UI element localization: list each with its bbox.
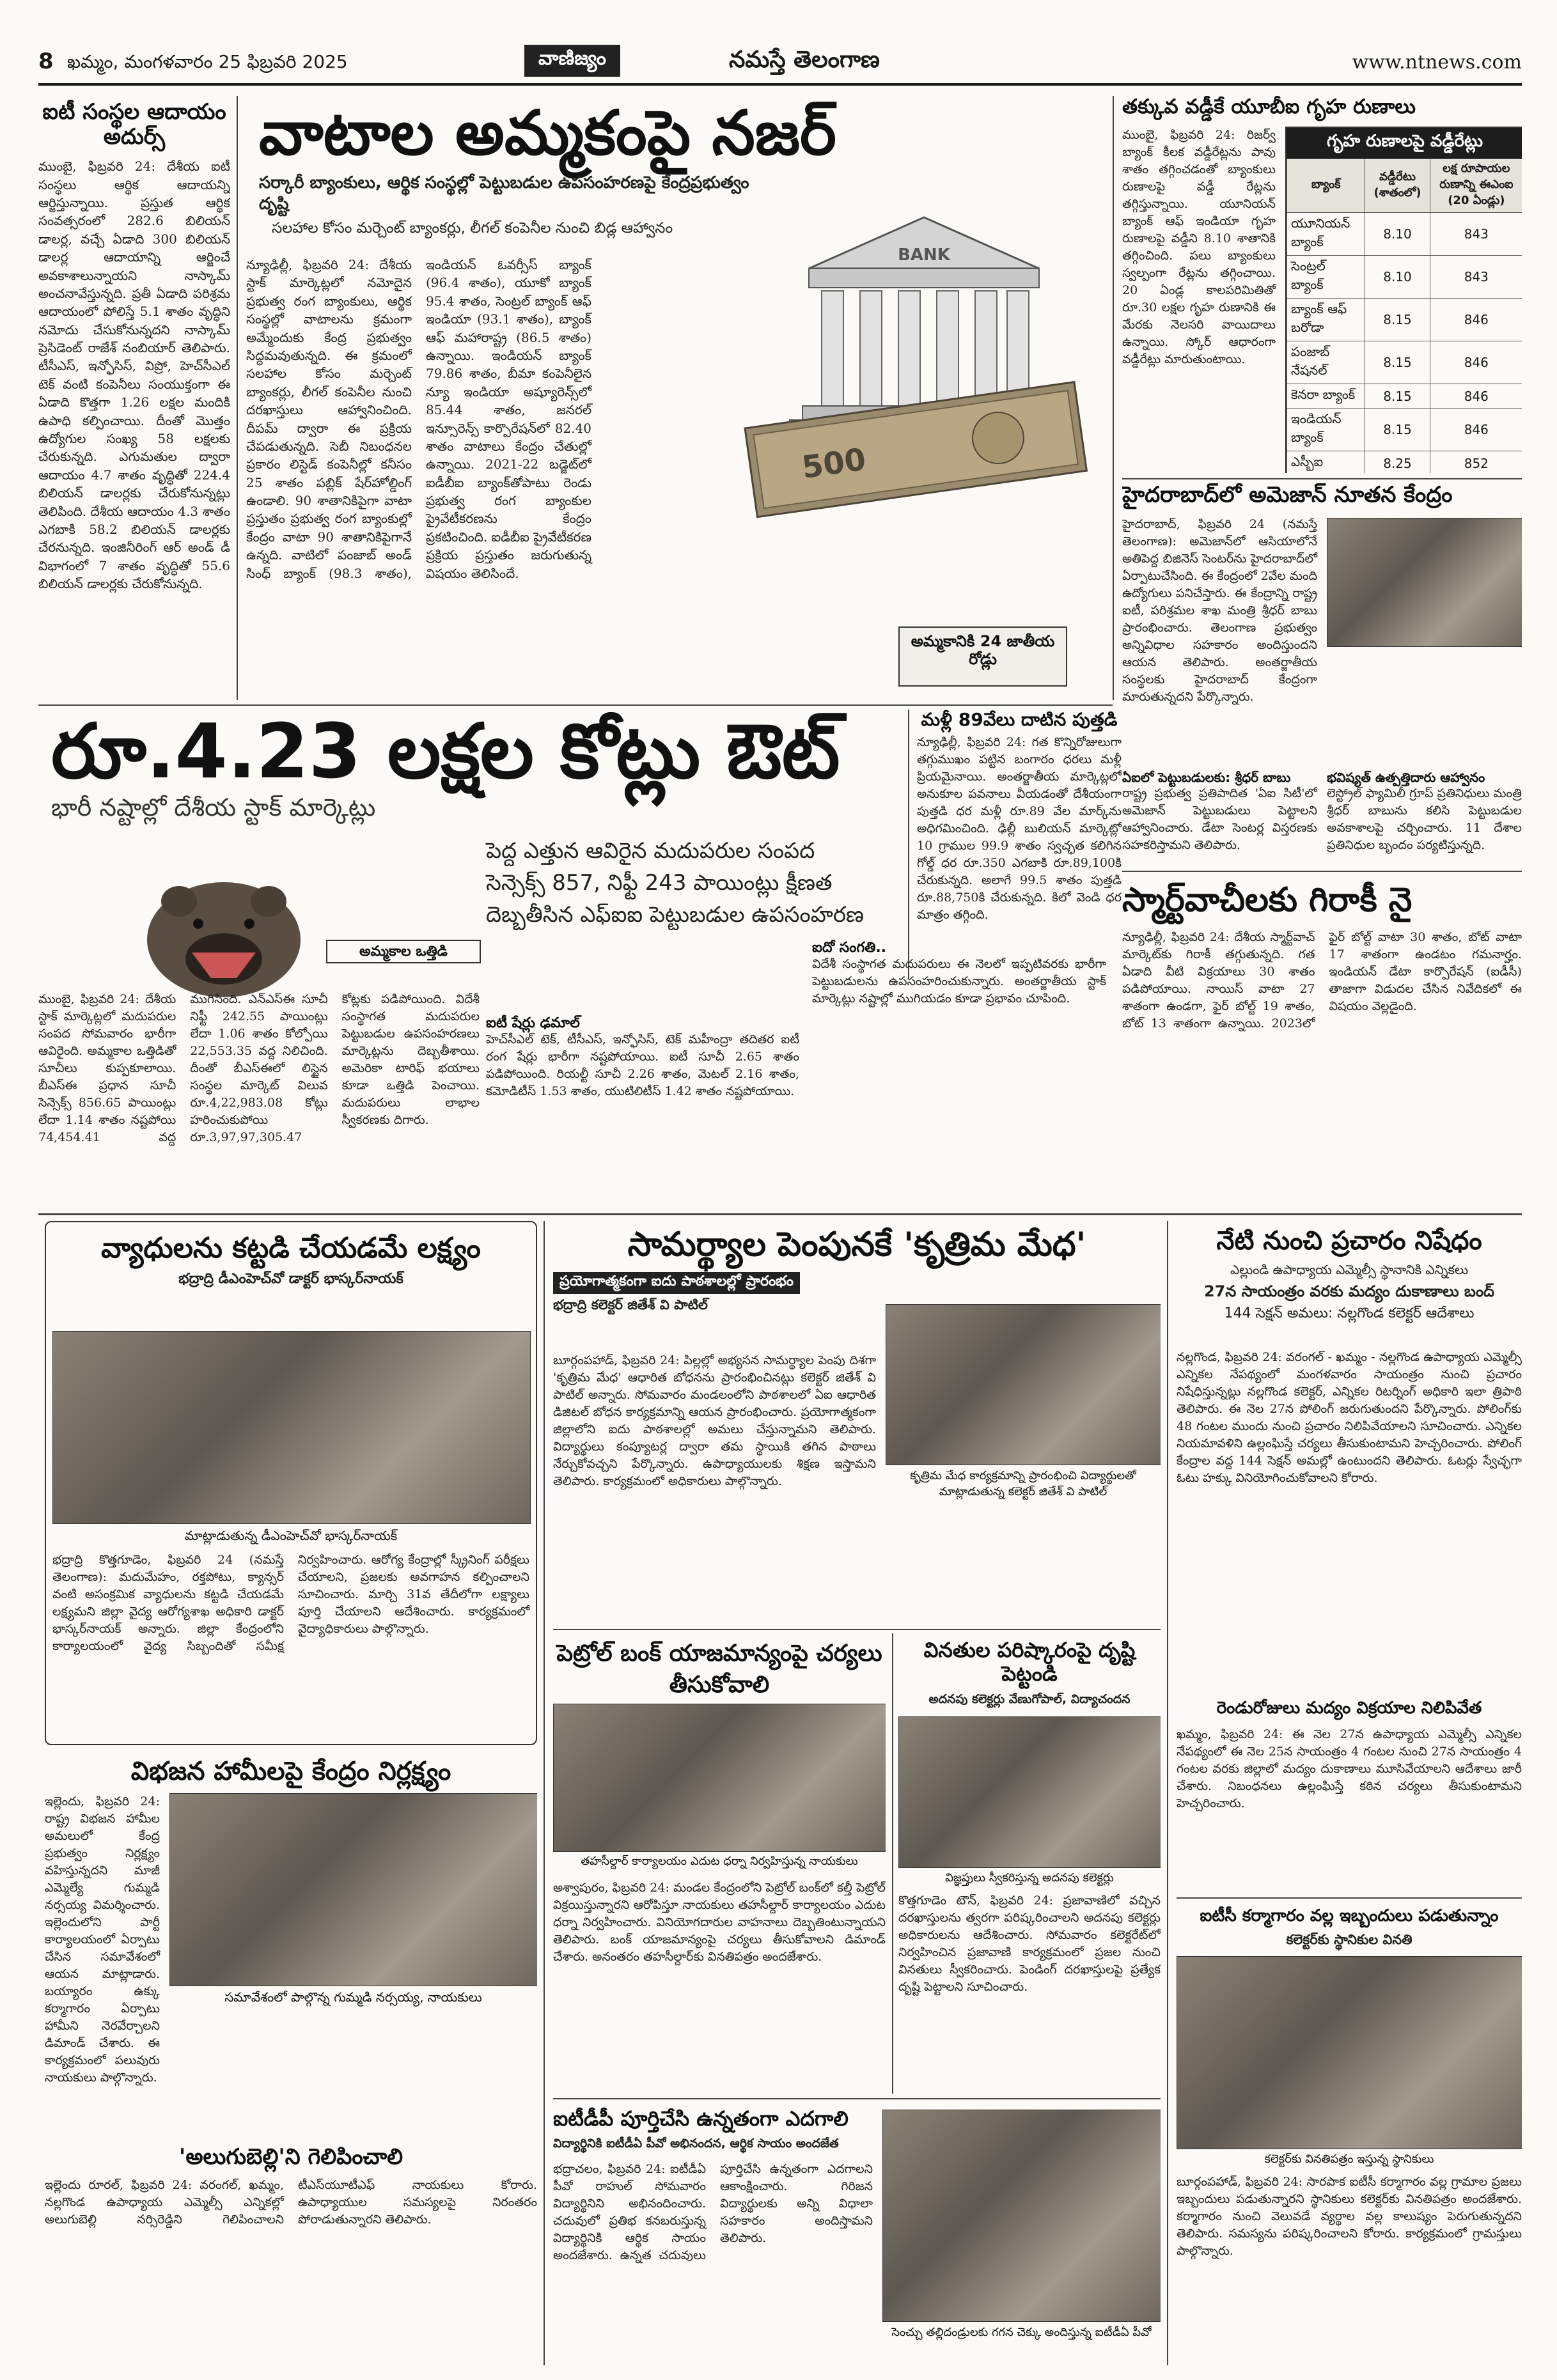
itdp-byline: విద్యార్థినికి ఐటీడీఏ పీవో అభినందన, ఆర్థిక సాయం అందజేత	[553, 2136, 839, 2151]
itc-kicker: కలెక్టర్‌కు స్థానికుల వినతి	[1286, 1931, 1412, 1947]
grievance-photo	[898, 1716, 1161, 1868]
itdp-photo	[882, 2110, 1161, 2322]
rates-cell-emi: 852	[1430, 451, 1522, 474]
disease-meeting-photo	[52, 1331, 531, 1524]
rates-cell-rate: 8.25	[1365, 451, 1430, 474]
bifurcation-story	[45, 1752, 537, 2365]
market-sub-fii: ఐదో సంగతి.. విదేశీ సంస్థాగత మదుపరులు ఈ నెలలో ఇప్పటివరకు భారీగా పెట్టుబడులను ఉపసంహరించుకున్నారు. అంతర్జాతీయ స్టాక్ మార్కెట్లు నష్టాల్లో ముగియడం కూడా ప్రభావం చూపింది.	[812, 940, 1106, 1006]
itdp-caption: సెంచ్చు తల్లిదండ్రులకు గగన చెక్కు అందిస్తున్న ఐటీడీఏ పీవో	[891, 2326, 1152, 2339]
rates-cell-emi: 843	[1430, 256, 1522, 299]
amazon-body: హైదరాబాద్, ఫిబ్రవరి 24 (నమస్తే తెలంగాణ): అమెజాన్‌లో ఆసియాలోనే అతిపెద్ద బిజినెస్ సెంటర్‌ను హైదరాబాద్‌లో ఏర్పాటుచేసింది. ఈ కేంద్రంలో 2వేల మంది ఉద్యోగులు పనిచేస్తారు. ఈ కేంద్రాన్ని రాష్ట్ర ఐటీ, పరిశ్రమల శాఖ మంత్రి శ్రీధర్ బాబు ప్రారంభించారు. తెలంగాణ ప్రభుత్వం అన్నివిధాల సహకారం అందిస్తుందని ఆయన తెలిపారు. అంతర్జాతీయ సంస్థలకు హైదరాబాద్ కేంద్రంగా మారుతున్నదని పేర్కొన్నారు.	[1122, 517, 1317, 704]
campaign-kicker-2: 27న సాయంత్రం వరకు మద్యం దుకాణాలు బంద్	[1203, 1282, 1494, 1300]
itc-photo	[1177, 1956, 1522, 2149]
selling-pressure-box: అమ్మకాల ఒత్తిడి	[326, 940, 481, 963]
disease-story	[45, 1221, 537, 1745]
issue-date: ఖమ్మం, మంగళవారం 25 ఫిబ్రవరి 2025	[67, 51, 348, 72]
gold-story	[908, 710, 1122, 978]
petrol-protest-photo	[553, 1704, 886, 1852]
disease-body: భద్రాద్రి కొత్తగూడెం, ఫిబ్రవరి 24 (నమస్తే తెలంగాణ): మదుమేహం, రక్తపోటు, క్యాన్సర్ వంటి అసంక్రమిక వ్యాధులను కట్టడి చేయడమే లక్ష్యమని జిల్లా వైద్య ఆరోగ్యశాఖ అధికారి డాక్టర్ భాస్కర్‌నాయక్ అన్నారు. జిల్లా కేంద్రంలోని కార్యాలయంలో వైద్య సిబ్బందితో సమీక్ష నిర్వహించారు. ఆరోగ్య కేంద్రాల్లో స్క్రీనింగ్ పరీక్షలు చేయాలని, ప్రజలకు అవగాహన కల్పించాలని సూచించారు. మార్చి 31వ తేదీలోగా లక్ష్యాలు పూర్తి చేయాలని ఆదేశించారు. కార్యక్రమంలో వైద్యాధికారులు పాల్గొన్నారు.	[52, 1553, 529, 1653]
rates-cell-bank: ఇండియన్ బ్యాంక్	[1287, 408, 1365, 451]
grievance-story	[898, 1633, 1161, 2094]
itdp-body: భద్రాచలం, ఫిబ్రవరి 24: ఐటీడీఏ పీవో రాహుల్ సోమవారం విద్యార్థినిని అభినందించారు. చదువులో ప్రతిభ కనబరుస్తున్న విద్యార్థినికి ఆర్థిక సాయం అందజేశారు. ఉన్నత చదువులు పూర్తిచేసి ఉన్నతంగా ఎదగాలని ఆకాంక్షించారు. గిరిజన విద్యార్థులకు అన్ని విధాలా సహకారం అందిస్తామని తెలిపారు.	[553, 2162, 873, 2262]
smartwatch-body: న్యూఢిల్లీ, ఫిబ్రవరి 24: దేశీయ స్మార్ట్‌వాచ్ మార్కెట్‌కు గిరాకీ తగ్గుతున్నది. గత ఏడాది వీటి విక్రయాలు 30 శాతం పడిపోయాయి. నాయిస్ వాటా 27 శాతంగా ఉండగా, ఫైర్ బోల్ట్ 19 శాతం, బోట్ 13 శాతంగా ఉన్నాయి. 2023లో ఫైర్ బోల్ట్ వాటా 30 శాతం, బోట్ వాటా 17 శాతంగా ఉండటం గమనార్హం. ఇండియన్ డేటా కార్పొరేషన్ (ఐడీసీ) తాజాగా విడుదల చేసిన నివేదికలో ఈ విషయం వెల్లడైంది.	[1122, 929, 1522, 1031]
disease-byline: భద్రాద్రి డీఎంహెచ్‌వో డాక్టర్ భాస్కర్‌నాయక్	[178, 1270, 403, 1287]
smartwatch-story	[1122, 879, 1522, 1208]
lead-body: న్యూఢిల్లీ, ఫిబ్రవరి 24: దేశీయ స్టాక్ మార్కెట్లలో నమోదైన ప్రభుత్వ రంగ బ్యాంకులు, ఆర్థిక సంస్థల్లో వాటాలను క్రమంగా అమ్మేందుకు కేంద్ర ప్రభుత్వం సిద్ధమవుతున్నది. ఈ క్రమంలో సలహాల కోసం మర్చెంట్ బ్యాంకర్లు, లీగల్ కంపెనీల నుంచి దరఖాస్తులు ఆహ్వానించింది. దీపమ్ ద్వారా ఈ ప్రక్రియ చేపడుతున్నది. సెబీ నిబంధనల ప్రకారం లిస్టెడ్ కంపెనీల్లో కనీసం 25 శాతం పబ్లిక్ షేర్‌హోల్డింగ్ ఉండాలి. 90 శాతానికిపైగా వాటా ప్రస్తుతం ప్రభుత్వ రంగ బ్యాంకుల్లో కేంద్రం వాటా 90 శాతానికిపైగానే ఉన్నది. వాటిలో పంజాబ్ అండ్ సింధ్ బ్యాంక్ (98.3 శాతం), ఇండియన్ ఓవర్సీస్ బ్యాంక్ (96.4 శాతం), యూకో బ్యాంక్ 95.4 శాతం, సెంట్రల్ బ్యాంక్ ఆఫ్ ఇండియా (93.1 శాతం), బ్యాంక్ ఆఫ్ మహారాష్ట్ర (86.5 శాతం) ఉన్నాయి. ఇండియన్ బ్యాంక్ 79.86 శాతం, బీమా కంపెనీలైన న్యూ ఇండియా అష్యూరెన్స్‌లో 85.44 శాతం, జనరల్ ఇన్సూరెన్స్ కార్పొరేషన్‌లో 82.40 శాతం వాటాలు కేంద్రం చేతుల్లో ఉన్నాయి. 2021-22 బడ్జెట్‌లో ఐడీబీఐ బ్యాంక్‌తోపాటు రెండు ప్రభుత్వ రంగ బ్యాంకుల ప్రైవేటీకరణను కేంద్రం ప్రకటించింది. ఐడీబీఐ ప్రైవేటీకరణ ప్రక్రియ ప్రస్తుతం జరుగుతున్న విషయం తెలిసిందే.	[246, 257, 591, 581]
petrol-story	[553, 1633, 886, 2094]
rates-cell-emi: 843	[1430, 213, 1522, 256]
it-story-headline: ఐటీ సంస్థల ఆదాయం అదుర్స్	[42, 99, 226, 150]
rates-cell-bank: సెంట్రల్ బ్యాంక్	[1287, 256, 1365, 299]
grievance-byline: అదనపు కలెక్టర్లు వేణుగోపాల్, విద్యాచందన	[928, 1692, 1131, 1706]
disease-headline: వ్యాధులను కట్టడి చేయడమే లక్ష్యం	[101, 1232, 481, 1264]
rates-row	[1287, 341, 1522, 384]
bifurcation-body-continued	[45, 2014, 537, 2142]
page-number: 8	[38, 49, 54, 74]
col-rate: వడ్డీరేటు (శాతంలో)	[1365, 159, 1430, 213]
itc-headline: ఐటీసీ కర్మాగారం వల్ల ఇబ్బందులు పడుతున్నాం	[1200, 1906, 1499, 1925]
bank-building-illustration	[732, 173, 1106, 531]
rates-table	[1287, 159, 1522, 473]
rates-cell-emi: 846	[1430, 408, 1522, 451]
amazon-headline: హైదరాబాద్‌లో అమెజాన్ నూతన కేంద్రం	[1122, 483, 1453, 508]
market-deck-2: సెన్సెక్స్ 857, నిఫ్టీ 243 పాయింట్లు క్షీణత	[486, 870, 833, 896]
lead-subhead: సర్కారీ బ్యాంకులు, ఆర్థిక సంస్థల్లో పెట్టుబడుల ఉపసంహరణపై కేంద్రప్రభుత్వం దృష్టి	[259, 173, 749, 214]
it-story-body: ముంబై, ఫిబ్రవరి 24: దేశీయ ఐటీ సంస్థలు ఆర్థిక ఆదాయన్ని ఆర్జిస్తున్నాయి. ప్రస్తుత ఆర్థిక సంవత్సరంలో 282.6 బిలియన్ డాలర్ల, వచ్చే ఏడాది 300 బిలియన్ డాలర్ల ఆదాయాన్ని ఆర్జించే అవకాశాలున్నాయని నాస్కామ్ అంచనావేస్తున్నది. ప్రతీ ఏడాది పరిశ్రమ ఆదాయంలో పోలిస్తే 5.1 శాతం వృద్ధిని నమోదు చేసుకోనున్నదని నాస్కామ్ ప్రెసిడెంట్ రాజేశ్ నంబియార్ తెలిపారు. టీసీఎస్, ఇన్ఫోసిస్, విప్రో, హెచ్‌సీఎల్ టెక్ వంటి కంపెనీలు సంయుక్తంగా ఈ ఏడాది కొత్తగా 1.26 లక్షల మందికి ఉపాధి కల్పించాయి. దీంతో మొత్తం ఉద్యోగుల సంఖ్య 58 లక్షలకు చేరుకున్నది. ఎగుమతుల ద్వారా ఆదాయం 4.7 శాతం వృద్ధితో 224.4 బిలియన్ డాలర్లకు చేరుకోనున్నట్లు తెలిపింది. దేశీయ ఆదాయం 4.3 శాతం ఎగబాకి 58.2 బిలియన్ డాలర్లకు చేరనున్నది. ఇంజినీరింగ్ ఆర్ అండ్ డీ విభాగంలో 7 శాతం వృద్ధితో 55.6 బిలియన్ డాలర్లకు చేరుకోనున్నది.	[38, 159, 230, 592]
highways-sale-box: అమ్మకానికి 24 జాతీయ రోడ్లు	[898, 626, 1067, 687]
itdp-headline: ఐటీడీపీ పూర్తిచేసి ఉన్నతంగా ఎదగాలి	[553, 2106, 849, 2131]
bifurcation-caption: సమావేశంలో పాల్గొన్న గుమ్మడి నర్సయ్య, నాయకులు	[224, 1989, 482, 2005]
amazon-sub-1: ఏఐలో పెట్టుబడులకు: శ్రీధర్ బాబు రాష్ట్ర ప్రభుత్వ ప్రతిపాదిత 'ఏఐ సిటీ'లో అమెజాన్ పెట్టుబడులు పెట్టాలని ఆహ్వానించారు. డేటా సెంటర్ల విస్తరణకు సహకరిస్తామని తెలిపారు.	[1122, 770, 1317, 852]
amazon-event-photo	[1327, 518, 1522, 647]
bear-illustration	[128, 863, 320, 1004]
market-sub-it: ఐటీ షేర్లు ఢమాల్ హెచ్‌సీఎల్ టెక్, టీసీఎస్, ఇన్ఫోసిస్, టెక్ మహీంద్రా తదితర ఐటీ రంగ షేర్లు భారీగా నష్టపోయాయి. ఐటీ సూచీ 2.65 శాతం పడిపోయింది. రియల్టీ సూచీ 2.26 శాతం, మెటల్ 2.16 శాతం, కమోడిటీస్ 1.53 శాతం, యుటిలిటీస్ 1.42 శాతం నష్టపోయాయి.	[486, 1015, 799, 1099]
alugubelli-headline: 'అలుగుబెల్లి'ని గెలిపించాలి	[178, 2144, 403, 2170]
bifurcation-headline: విభజన హామీలపై కేంద్రం నిర్లక్ష్యం	[130, 1757, 451, 1786]
petrol-caption: తహసీల్దార్ కార్యాలయం ఎదుట ధర్నా నిర్వహిస్తున్న నాయకులు	[581, 1855, 858, 1868]
rates-cell-emi: 846	[1430, 384, 1522, 408]
website-link[interactable]: www.ntnews.com	[1352, 51, 1522, 74]
campaign-headline: నేటి నుంచి ప్రచారం నిషేధం	[1216, 1226, 1482, 1256]
grievance-caption: విజ్ఞప్తులు స్వీకరిస్తున్న అదనపు కలెక్టర్లు	[945, 1871, 1114, 1885]
paper-name: నమస్తే తెలంగాణ	[729, 46, 880, 73]
masthead	[38, 45, 1522, 86]
lead-kicker: సలహాల కోసం మర్చెంట్ బ్యాంకర్లు, లీగల్ కంపెనీల నుంచి బిడ్ల ఆహ్వానం	[272, 220, 673, 237]
liquor-ban-body: ఖమ్మం, ఫిబ్రవరి 24: ఈ నెల 27న ఉపాధ్యాయ ఎమ్మెల్సీ ఎన్నికల నేపథ్యంలో ఈ నెల 25న సాయంత్రం 4 గంటల నుంచి 27న సాయంత్రం 4 గంటల వరకు జిల్లాలో మద్యం దుకాణాలు మూసివేయాలని ఆదేశాలు జారీ చేశారు. నిబంధనలు ఉల్లంఘిస్తే కఠిన చర్యలు తీసుకుంటామని హెచ్చరించారు.	[1177, 1727, 1522, 1810]
rates-table-title: గృహ రుణాలపై వడ్డీరేట్లు	[1287, 128, 1522, 159]
lead-story	[246, 96, 1106, 700]
market-headline: రూ.4.23 లక్షల కోట్లు ఔట్	[51, 710, 840, 795]
gold-body: న్యూఢిల్లీ, ఫిబ్రవరి 24: గత కొన్నిరోజులుగా తగ్గుముఖం పట్టిన బంగారం ధరలు మళ్లీ ప్రియమైనాయి. అంతర్జాతీయ మార్కెట్లలో అనుకూల పవనాలు వీయడంతో దేశీయంగా పుత్తడి ధర మళ్లీ రూ.89 వేల మార్క్‌ను అధిగమించింది. ఢిల్లీ బులియన్ మార్కెట్లో 10 గ్రాముల 99.9 శాతం స్వచ్ఛత కలిగిన గోల్డ్ ధర రూ.350 ఎగబాకి రూ.89,100కి చేరుకున్నది. అలాగే 99.5 శాతం పుత్తడి రూ.88,750కి చేరుకున్నది. కిలో వెండి ధర మాత్రం తగ్గింది.	[917, 735, 1122, 922]
rates-cell-emi: 846	[1430, 341, 1522, 384]
col-emi: లక్ష రూపాయల రుణాన్ని ఈఎంఐ (20 ఏండ్లు)	[1430, 159, 1522, 213]
rates-row	[1287, 256, 1522, 299]
currency-note-value: 500	[799, 441, 868, 486]
rates-cell-emi: 846	[1430, 299, 1522, 341]
campaign-body: నల్లగొండ, ఫిబ్రవరి 24: వరంగల్ - ఖమ్మం - నల్లగొండ ఉపాధ్యాయ ఎమ్మెల్సీ ఎన్నికల నేపథ్యంలో మంగళవారం సాయంత్రం నుంచి ప్రచారం నిషేధిస్తున్నట్లు నల్లగొండ కలెక్టర్, ఎన్నికల రిటర్నింగ్ అధికారి ఇలా త్రిపాఠి తెలిపారు. ఈ నెల 27న పోలింగ్ జరుగుతుందని పేర్కొన్నారు. పోలింగ్‌కు 48 గంటల ముందు నుంచి ప్రచారం నిలిపివేయాలని సూచించారు. ఎన్నికల నియమావళిని ఉల్లంఘిస్తే చర్యలు తీసుకుంటామని హెచ్చరించారు. పోలింగ్ కేంద్రాల వద్ద 144 సెక్షన్ అమల్లో ఉంటుందని తెలిపారు. ఓటర్లు స్వేచ్ఛగా ఓటు హక్కు వినియోగించుకోవాలని కోరారు.	[1177, 1350, 1522, 1485]
section-label: వాణిజ్యం	[524, 45, 620, 77]
bank-sign-text: BANK	[898, 245, 950, 265]
amazon-sub-2: భవిష్యత్ ఉత్పత్తిదారు ఆహ్వానం లెస్ట్రోల్ ఫ్యామిలీ గ్రూప్ ప్రతినిధులు మంత్రి శ్రీధర్ బాబును కలిసి పెట్టుబడుల అవకాశాలపై చర్చించారు. 11 దేశాల ప్రతినిధుల బృందం పర్యటిస్తున్నది.	[1327, 770, 1522, 852]
grievance-body: కొత్తగూడెం టౌన్, ఫిబ్రవరి 24: ప్రజావాణిలో వచ్చిన దరఖాస్తులను త్వరగా పరిష్కరించాలని అదనపు కలెక్టర్లు అధికారులను ఆదేశించారు. సోమవారం కలెక్టరేట్‌లో నిర్వహించిన ప్రజావాణి కార్యక్రమంలో ప్రజల నుంచి వినతులు స్వీకరించారు. పెండింగ్ దరఖాస్తులపై ప్రత్యేక దృష్టి పెట్టాలని సూచించారు.	[898, 1894, 1161, 1994]
ai-classroom-photo	[886, 1304, 1161, 1465]
alugubelli-body: ఇల్లెందు రూరల్, ఫిబ్రవరి 24: వరంగల్, ఖమ్మం, నల్లగొండ ఉపాధ్యాయ ఎమ్మెల్సీ ఎన్నికల్లో అలుగుబెల్లి నర్సిరెడ్డిని గెలిపించాలని టీఎస్‌యూటీఎఫ్ నాయకులు కోరారు. ఉపాధ్యాయుల సమస్యలపై నిరంతరం పోరాడుతున్నారని తెలిపారు.	[45, 2178, 537, 2227]
rates-cell-bank: కెనరా బ్యాంక్	[1287, 384, 1365, 408]
campaign-story	[1177, 1221, 1522, 1892]
itc-story	[1177, 1902, 1522, 2365]
rates-cell-rate: 8.15	[1365, 299, 1430, 341]
rates-body: ముంబై, ఫిబ్రవరి 24: రిజర్వ్ బ్యాంక్ కీలక వడ్డీరేట్లను పావు శాతం తగ్గించడంతో బ్యాంకులు రుణాలపై వడ్డీ రేట్లను తగ్గిస్తున్నాయి. యూనియన్ బ్యాంక్ ఆఫ్ ఇండియా గృహ రుణాలపై వడ్డీని 8.10 శాతానికి తగ్గించింది. పలు బ్యాంకులు స్వల్పంగా రేట్లను తగ్గించాయి. 20 ఏండ్ల కాలపరిమితితో రూ.30 లక్షల గృహ రుణానికి ఈ మేరకు నెలసరి వాయిదాలు ఉన్నాయి. స్కోర్‌ ఆధారంగా వడ్డీరేట్లు మారుతుంటాయి.	[1122, 128, 1276, 366]
rates-row	[1287, 299, 1522, 341]
market-subhead: భారీ నష్టాల్లో దేశీయ స్టాక్ మార్కెట్లు	[51, 793, 376, 821]
ai-story	[553, 1221, 1161, 1624]
ai-kicker: ప్రయోగాత్మకంగా ఐదు పాఠశాలల్లో ప్రారంభం	[553, 1272, 1161, 1294]
liquor-ban-headline: రెండురోజులు మద్యం విక్రయాల నిలిపివేత	[1216, 1699, 1482, 1718]
campaign-kicker-3: 144 సెక్షన్ అమలు: నల్లగొండ కలెక్టర్ ఆదేశాలు	[1224, 1305, 1475, 1321]
market-deck-1: పెద్ద ఎత్తున ఆవిరైన మదుపరుల సంపద	[486, 838, 815, 864]
rates-cell-rate: 8.15	[1365, 384, 1430, 408]
ai-headline: సామర్థ్యాల పెంపునకే 'కృత్రిమ మేధ'	[627, 1225, 1086, 1264]
disease-caption: మాట్లాడుతున్న డీఎంహెచ్‌వో భాస్కర్‌నాయక్	[184, 1528, 398, 1543]
rates-cell-rate: 8.15	[1365, 408, 1430, 451]
rates-row	[1287, 408, 1522, 451]
ai-caption: కృత్రిమ మేధ కార్యక్రమాన్ని ప్రారంభించి విద్యార్థులతో మాట్లాడుతున్న కలెక్టర్ జితేశ్ వి పాటిల్	[910, 1469, 1136, 1498]
itc-body: బూర్గంపహాడ్, ఫిబ్రవరి 24: సారపాక ఐటీసీ కర్మాగారం వల్ల గ్రామాల ప్రజలు ఇబ్బందులు పడుతున్నారని స్థానికులు కలెక్టర్‌కు వినతిపత్రం అందజేశారు. కర్మాగారం నుంచి వెలువడే వ్యర్థాల వల్ల కాలుష్యం పెరుగుతున్నదని తెలిపారు. సమస్యను పరిష్కరించాలని కోరారు. కార్యక్రమంలో గ్రామస్తులు పాల్గొన్నారు.	[1177, 2175, 1522, 2258]
grievance-headline: వినతుల పరిష్కారంపై దృష్టి పెట్టండి	[923, 1638, 1136, 1686]
itc-caption: కలెక్టర్‌కు వినతిపత్రం ఇస్తున్న స్థానికులు	[1264, 2152, 1434, 2166]
rates-row	[1287, 213, 1522, 256]
rates-row	[1287, 451, 1522, 474]
bifurcation-meeting-photo	[169, 1793, 537, 1986]
rates-story	[1122, 96, 1522, 473]
rates-row	[1287, 384, 1522, 408]
amazon-body-continued	[1327, 652, 1522, 767]
petrol-headline: పెట్రోల్ బంక్ యాజమాన్యంపై చర్యలు తీసుకోవాలి	[556, 1640, 882, 1698]
rates-cell-bank: యూనియన్ బ్యాంక్	[1287, 213, 1365, 256]
ai-byline: భద్రాద్రి కలెక్టర్ జితేశ్ వి పాటిల్	[553, 1296, 708, 1312]
lead-headline: వాటాల అమ్మకంపై నజర్	[259, 97, 836, 169]
it-story	[38, 96, 230, 700]
rates-cell-bank: బ్యాంక్ ఆఫ్ బరోడా	[1287, 299, 1365, 341]
rates-cell-bank: ఎస్బీఐ	[1287, 451, 1365, 474]
smartwatch-headline: స్మార్ట్‌వాచీలకు గిరాకీ నై	[1122, 881, 1412, 919]
market-body: ముంబై, ఫిబ్రవరి 24: దేశీయ స్టాక్ మార్కెట్లలో మదుపరుల సంపద సోమవారం భారీగా ఆవిరైంది. అమ్మకాల ఒత్తిడితో సూచీలు కుప్పకూలాయి. బీఎస్ఈ ప్రధాన సూచీ సెన్సెక్స్ 856.65 పాయింట్లు లేదా 1.14 శాతం నష్టపోయి 74,454.41 వద్ద ముగిసింది. ఎన్ఎస్ఈ సూచీ నిఫ్టీ 242.55 పాయింట్లు లేదా 1.06 శాతం కోల్పోయి 22,553.35 వద్ద నిలిచింది. దీంతో బీఎస్ఈలో లిస్టైన సంస్థల మార్కెట్ విలువ రూ.4,22,983.08 కోట్లు హరించుకుపోయి రూ.3,97,97,305.47 కోట్లకు పడిపోయింది. విదేశీ సంస్థాగత మదుపరుల పెట్టుబడుల ఉపసంహరణలు మార్కెట్లను దెబ్బతీశాయి. అమెరికా టారిఫ్ భయాలు కూడా ఒత్తిడి పెంచాయి. మదుపరులు లాభాల స్వీకరణకు దిగారు.	[38, 992, 480, 1144]
petrol-body: అశ్వాపురం, ఫిబ్రవరి 24: మండల కేంద్రంలోని పెట్రోల్ బంక్‌లో కల్తీ పెట్రోల్ విక్రయిస్తున్నారని ఆరోపిస్తూ నాయకులు తహసీల్దార్ కార్యాలయం ఎదుట ధర్నా నిర్వహించారు. వినియోగదారుల వాహనాలు దెబ్బతింటున్నాయని తెలిపారు. బంక్ యాజమాన్యంపై చర్యలు తీసుకోవాలని డిమాండ్ చేశారు. అనంతరం తహసీల్దార్‌కు వినతిపత్రం అందజేశారు.	[553, 1881, 886, 1964]
rates-cell-bank: పంజాబ్ నేషనల్	[1287, 341, 1365, 384]
amazon-story	[1122, 483, 1522, 866]
gold-headline: మళ్లీ 89వేలు దాటిన పుత్తడి	[921, 710, 1118, 730]
rates-cell-rate: 8.10	[1365, 256, 1430, 299]
itdp-story	[553, 2103, 1161, 2365]
col-bank: బ్యాంక్	[1287, 159, 1365, 213]
bifurcation-body: ఇల్లెందు, ఫిబ్రవరి 24: రాష్ట్ర విభజన హామీల అమలులో కేంద్ర ప్రభుత్వం నిర్లక్ష్యం వహిస్తున్నదని మాజీ ఎమ్మెల్యే గుమ్మడి నర్సయ్య విమర్శించారు. ఇల్లెందులోని పార్టీ కార్యాలయంలో ఏర్పాటు చేసిన సమావేశంలో ఆయన మాట్లాడారు. బయ్యారం ఉక్కు కర్మాగారం ఏర్పాటు హామీని నెరవేర్చాలని డిమాండ్ చేశారు. ఈ కార్యక్రమంలో పలువురు నాయకులు పాల్గొన్నారు.	[45, 1794, 160, 2085]
rates-cell-rate: 8.10	[1365, 213, 1430, 256]
campaign-kicker-1: ఎల్లుండి ఉపాధ్యాయ ఎమ్మెల్సీ స్థానానికి ఎన్నికలు	[1230, 1262, 1469, 1277]
rates-headline: తక్కువ వడ్డీకే యూబీఐ గృహ రుణాలు	[1122, 96, 1416, 118]
ai-body: బూర్గంపహాడ్, ఫిబ్రవరి 24: పిల్లల్లో అభ్యసన సామర్థ్యాల పెంపు దిశగా 'కృత్రిమ మేధ' ఆధారిత బోధనను ప్రారంభించినట్లు కలెక్టర్ జితేశ్ వి పాటిల్ అన్నారు. సోమవారం మండలంలోని పాఠశాలలో ఏఐ ఆధారిత డిజిటల్ బోధన కార్యక్రమాన్ని ఆయన ప్రారంభించారు. ప్రయోగాత్మకంగా జిల్లాలోని ఐదు పాఠశాలల్లో అమలు చేస్తున్నామని తెలిపారు. విద్యార్థులు కంప్యూటర్ల ద్వారా తమ స్థాయికి తగిన పాఠాలు నేర్చుకోవచ్చని పేర్కొన్నారు. ఉపాధ్యాయులకు శిక్షణ ఇస్తామని తెలిపారు. కార్యక్రమంలో అధికారులు పాల్గొన్నారు.	[553, 1353, 876, 1488]
market-deck-3: దెబ్బతీసిన ఎఫ్ఐఐ పెట్టుబడుల ఉపసంహరణ	[486, 902, 865, 928]
rates-table-box	[1285, 127, 1522, 473]
rates-cell-rate: 8.15	[1365, 341, 1430, 384]
